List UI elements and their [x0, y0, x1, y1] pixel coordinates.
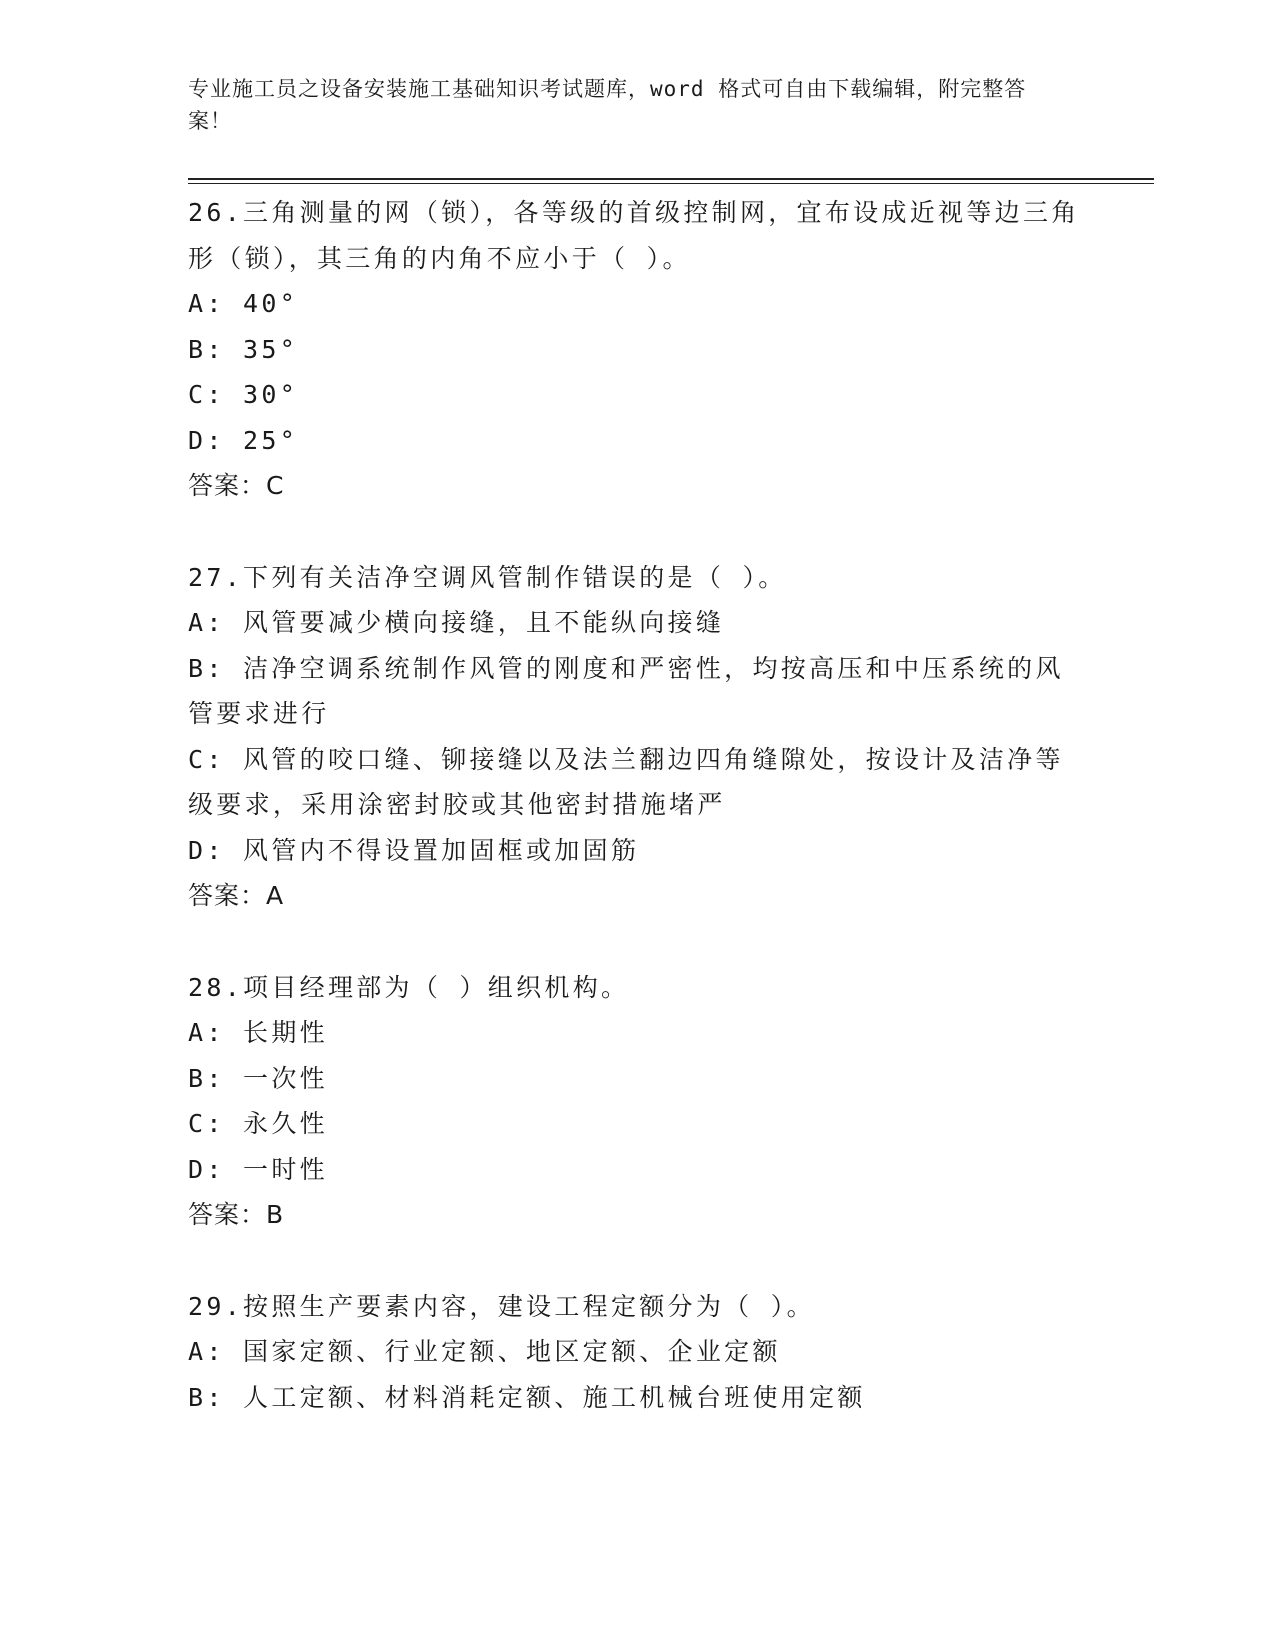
question-text: 27.下列有关洁净空调风管制作错误的是（ ）。 — [188, 562, 787, 592]
answer-label: 答案：C — [188, 471, 285, 500]
option-d: D: 一时性 — [188, 1154, 328, 1184]
question-27 — [188, 555, 1088, 919]
option-a: A: 风管要减少横向接缝，且不能纵向接缝 — [188, 608, 725, 637]
document-header-title: 专业施工员之设备安装施工基础知识考试题库，word 格式可自由下载编辑，附完整答案！ — [188, 77, 1027, 133]
option-c: C: 30° — [188, 380, 299, 409]
option-a: A: 40° — [188, 289, 299, 318]
option-c: C: 永久性 — [188, 1109, 328, 1138]
option-b: B: 洁净空调系统制作风管的刚度和严密性，均按高压和中压系统的风管要求进行 — [188, 653, 1064, 728]
option-d: D: 风管内不得设置加固框或加固筋 — [188, 835, 640, 865]
question-text: 28.项目经理部为（ ）组织机构。 — [188, 972, 630, 1002]
option-a: A: 国家定额、行业定额、地区定额、企业定额 — [188, 1337, 781, 1366]
answer-label: 答案：A — [188, 881, 285, 910]
header-divider-thick — [188, 178, 1154, 180]
question-28 — [188, 965, 1088, 1238]
question-list — [188, 190, 1088, 1466]
question-26 — [188, 190, 1088, 509]
question-29 — [188, 1284, 1088, 1421]
header-divider-thin — [188, 183, 1154, 184]
option-a: A: 长期性 — [188, 1018, 328, 1047]
option-d: D: 25° — [188, 425, 299, 455]
option-b: B: 人工定额、材料消耗定额、施工机械台班使用定额 — [188, 1382, 866, 1412]
option-b: B: 一次性 — [188, 1063, 328, 1093]
option-b: B: 35° — [188, 334, 299, 364]
option-c: C: 风管的咬口缝、铆接缝以及法兰翻边四角缝隙处，按设计及洁净等级要求，采用涂密封胶或其他密封措施堵严 — [188, 744, 1064, 819]
answer-label: 答案：B — [188, 1200, 285, 1229]
question-text: 26.三角测量的网（锁），各等级的首级控制网，宜布设成近视等边三角形（锁），其三角的内角不应小于（ ）。 — [188, 198, 1080, 273]
question-text: 29.按照生产要素内容，建设工程定额分为（ ）。 — [188, 1291, 815, 1321]
